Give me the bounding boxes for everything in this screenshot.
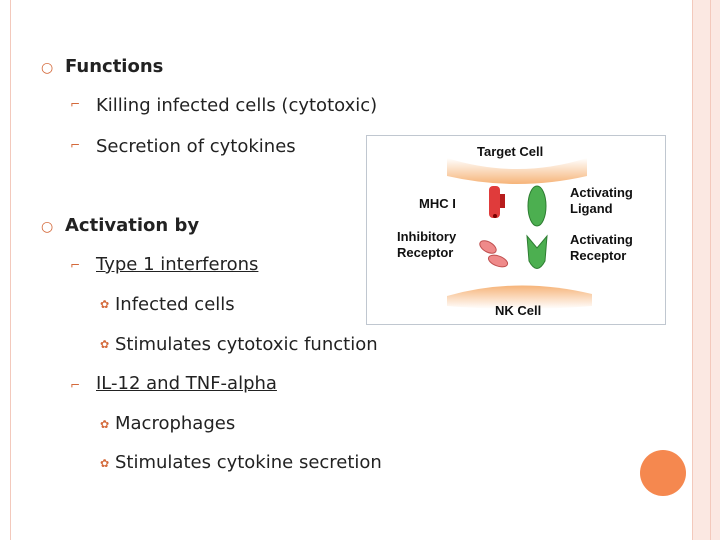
bullet-icon: ⌐ (70, 138, 81, 152)
bullet-type1-interferons: Type 1 interferons (96, 254, 259, 275)
bullet-icon: ⌐ (70, 97, 81, 111)
bullet-functions: Functions (65, 56, 164, 77)
bullet-macrophages: Macrophages (115, 413, 236, 434)
label-target-cell: Target Cell (477, 144, 544, 159)
decorative-circle (640, 450, 686, 496)
mhc-i-shape (489, 186, 500, 218)
bullet-killing: Killing infected cells (cytotoxic) (96, 95, 378, 116)
bullet-icon: ✿ (100, 298, 110, 311)
bullet-infected-cells: Infected cells (115, 294, 235, 315)
bullet-icon: ✿ (100, 338, 110, 351)
activating-ligand-shape (528, 186, 546, 226)
bullet-icon: ○ (41, 60, 54, 76)
bullet-icon: ✿ (100, 418, 110, 431)
left-border-line (10, 0, 11, 540)
bullet-icon: ○ (41, 219, 54, 235)
bullet-stimulates-cytotoxic: Stimulates cytotoxic function (115, 334, 378, 355)
nk-cell-diagram (366, 135, 666, 325)
bullet-stimulates-secretion: Stimulates cytokine secretion (115, 452, 382, 473)
label-activating-ligand: Activating Ligand (570, 185, 633, 216)
label-nk-cell: NK Cell (495, 303, 542, 318)
label-inhibitory-receptor: Inhibitory Receptor (397, 229, 457, 260)
target-cell-membrane (447, 158, 587, 184)
activating-receptor-shape (527, 236, 547, 269)
bullet-icon: ⌐ (70, 378, 81, 392)
bullet-il12-tnf: IL-12 and TNF-alpha (96, 373, 277, 394)
bullet-activation: Activation by (65, 215, 200, 236)
bullet-icon: ⌐ (70, 258, 81, 272)
label-mhc-i: MHC I (419, 196, 456, 211)
right-border-line-2 (710, 0, 711, 540)
bullet-secretion: Secretion of cytokines (96, 136, 296, 157)
right-border-line (692, 0, 693, 540)
bullet-icon: ✿ (100, 457, 110, 470)
label-activating-receptor: Activating Receptor (570, 232, 633, 263)
inhibitory-receptor-shape (478, 238, 499, 256)
